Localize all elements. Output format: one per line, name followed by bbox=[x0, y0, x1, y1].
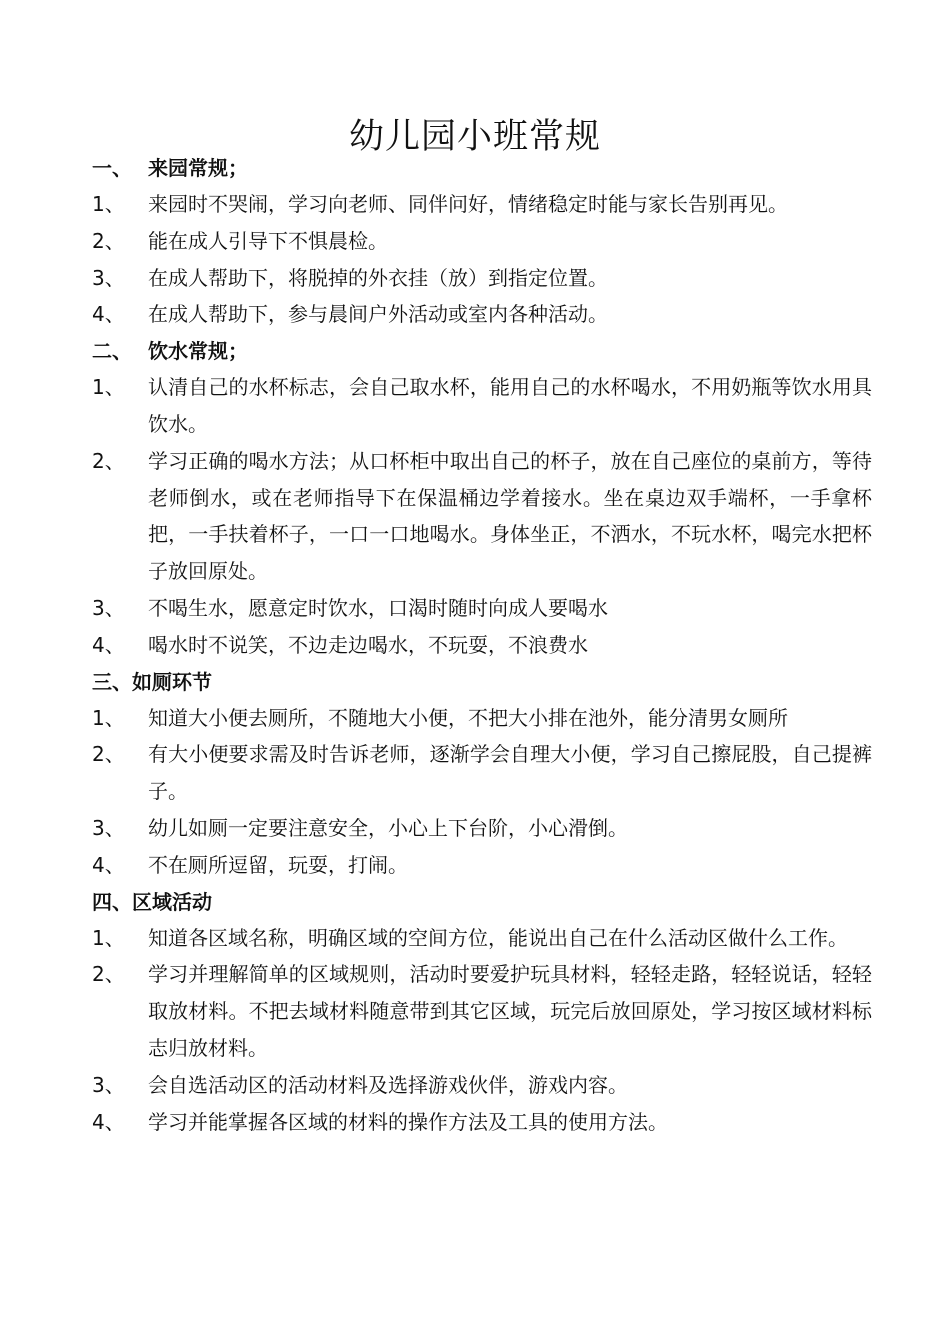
list-item-index: 1、 bbox=[92, 705, 125, 730]
section-heading-text: 如厕环节 bbox=[132, 669, 212, 694]
list-item bbox=[92, 186, 872, 223]
list-item-index: 3、 bbox=[92, 1072, 125, 1097]
section-heading-text: 饮水常规； bbox=[148, 339, 248, 364]
list-item-text: 能在成人引导下不惧晨检。 bbox=[148, 228, 388, 253]
list-item-index: 1、 bbox=[92, 192, 125, 216]
list-item bbox=[92, 810, 872, 847]
list-item-index: 1、 bbox=[92, 375, 125, 400]
list-item bbox=[92, 627, 872, 664]
list-item-text: 知道大小便去厕所，不随地大小便，不把大小排在池外，能分清男女厕所 bbox=[148, 705, 788, 730]
section-heading-text: 来园常规； bbox=[148, 156, 248, 180]
list-item-text: 有大小便要求需及时告诉老师，逐渐学会自理大小便，学习自己擦屁股，自己提裤子。 bbox=[148, 742, 872, 804]
list-item-text: 不在厕所逗留，玩耍，打闹。 bbox=[148, 852, 408, 877]
list-item-index: 4、 bbox=[92, 302, 125, 327]
section-heading-text: 区域活动 bbox=[132, 889, 212, 914]
list-item bbox=[92, 920, 872, 957]
document-body bbox=[92, 150, 872, 1140]
list-item bbox=[92, 956, 872, 1066]
list-item-index: 2、 bbox=[92, 962, 125, 987]
list-item-text: 学习并能掌握各区域的材料的操作方法及工具的使用方法。 bbox=[148, 1109, 668, 1134]
list-item-text: 幼儿如厕一定要注意安全，小心上下台阶，小心滑倒。 bbox=[148, 815, 628, 840]
section-heading bbox=[92, 150, 872, 186]
list-item bbox=[92, 369, 872, 443]
list-item-text: 学习并理解简单的区域规则，活动时要爱护玩具材料，轻轻走路，轻轻说话，轻轻取放材料。不把去域材料随意带到其它区域，玩完后放回原处，学习按区域材料标志归放材料。 bbox=[148, 962, 872, 1060]
list-item-text: 会自选活动区的活动材料及选择游戏伙伴，游戏内容。 bbox=[148, 1072, 628, 1097]
list-item bbox=[92, 590, 872, 627]
section-heading bbox=[92, 333, 872, 369]
list-item-index: 2、 bbox=[92, 448, 125, 473]
list-item-text: 在成人帮助下，将脱掉的外衣挂（放）到指定位置。 bbox=[148, 265, 608, 290]
document-title: 幼儿园小班常规 bbox=[348, 117, 601, 158]
list-item bbox=[92, 260, 872, 297]
list-item bbox=[92, 223, 872, 260]
list-item-text: 不喝生水，愿意定时饮水，口渴时随时向成人要喝水 bbox=[148, 595, 608, 620]
section-heading bbox=[92, 664, 872, 700]
list-item-text: 知道各区域名称，明确区域的空间方位，能说出自己在什么活动区做什么工作。 bbox=[148, 925, 848, 950]
list-item bbox=[92, 847, 872, 884]
list-item-index: 3、 bbox=[92, 265, 125, 290]
list-item-text: 在成人帮助下，参与晨间户外活动或室内各种活动。 bbox=[148, 302, 608, 327]
list-item-text: 来园时不哭闹，学习向老师、同伴问好，情绪稳定时能与家长告别再见。 bbox=[148, 192, 788, 216]
list-item-text: 学习正确的喝水方法；从口杯柜中取出自己的杯子，放在自己座位的桌前方，等待老师倒水，或在老师指导下在保温桶边学着接水。坐在桌边双手端杯，一手拿杯把，一手扶着杯子，一口一口地喝水。身体坐正，不洒水，不玩水杯，喝完水把杯子放回原处。 bbox=[148, 448, 872, 584]
list-item-index: 4、 bbox=[92, 632, 125, 657]
section-number: 四、 bbox=[92, 889, 132, 914]
list-item-index: 1、 bbox=[92, 925, 125, 950]
list-item-index: 4、 bbox=[92, 852, 125, 877]
list-item-text: 喝水时不说笑，不边走边喝水，不玩耍，不浪费水 bbox=[148, 632, 588, 657]
section-heading bbox=[92, 884, 872, 920]
list-item-index: 2、 bbox=[92, 228, 125, 253]
list-item-index: 3、 bbox=[92, 595, 125, 620]
list-item bbox=[92, 736, 872, 810]
list-item bbox=[92, 1104, 872, 1141]
list-item-index: 2、 bbox=[92, 742, 125, 767]
section-number: 一、 bbox=[92, 156, 132, 180]
list-item-index: 3、 bbox=[92, 815, 125, 840]
section-number: 二、 bbox=[92, 339, 132, 364]
list-item bbox=[92, 1067, 872, 1104]
list-item bbox=[92, 443, 872, 590]
list-item bbox=[92, 700, 872, 737]
list-item-index: 4、 bbox=[92, 1109, 125, 1134]
list-item-text: 认清自己的水杯标志，会自己取水杯，能用自己的水杯喝水，不用奶瓶等饮水用具饮水。 bbox=[148, 375, 872, 436]
list-item bbox=[92, 296, 872, 333]
section-number: 三、 bbox=[92, 669, 132, 694]
